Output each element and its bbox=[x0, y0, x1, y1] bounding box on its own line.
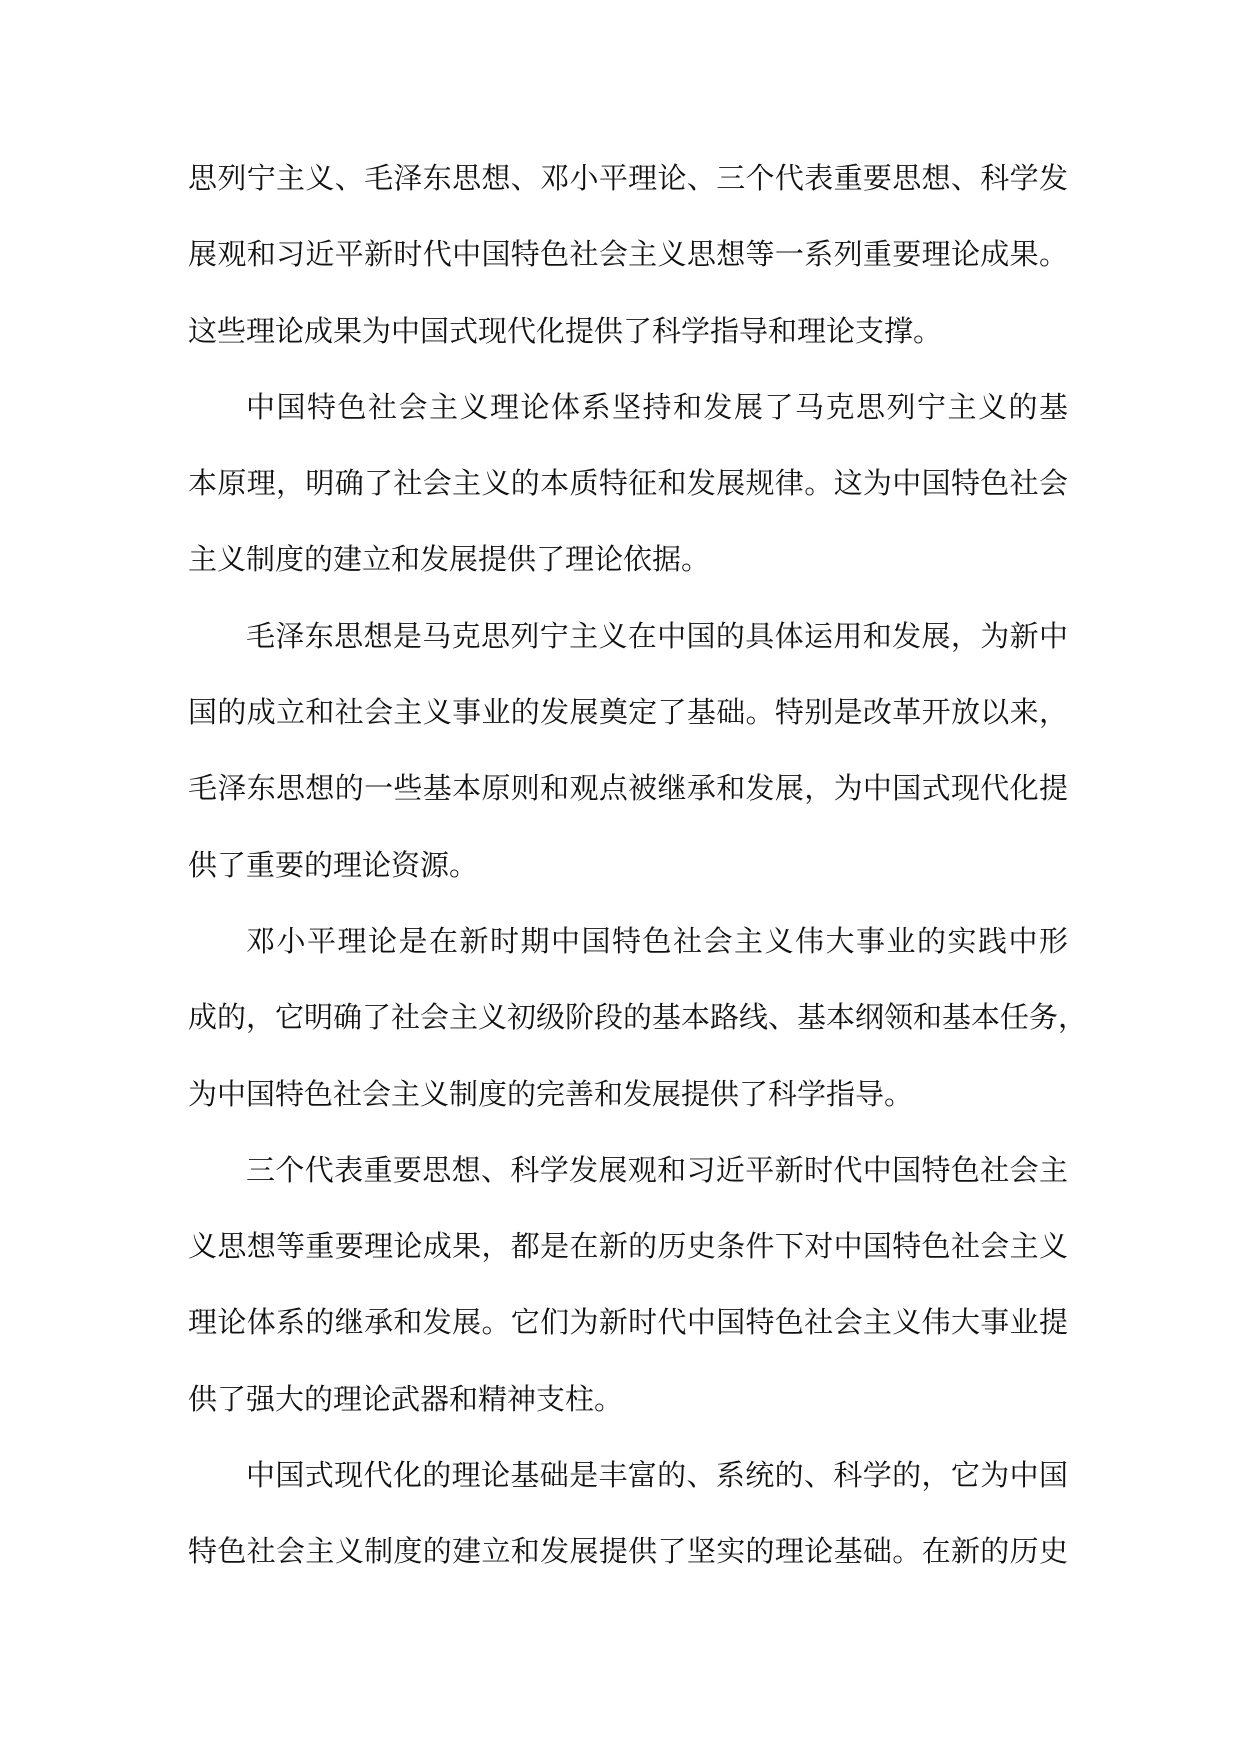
text-line: 国的成立和社会主义事业的发展奠定了基础。特别是改革开放以来， bbox=[188, 695, 1068, 730]
paragraph-three-represents bbox=[188, 1132, 1068, 1437]
text-line: 主义制度的建立和发展提供了理论依据。 bbox=[188, 542, 711, 577]
text-line: 成的，它明确了社会主义初级阶段的基本路线、基本纲领和基本任务， bbox=[188, 1000, 1088, 1035]
text-line: 理论体系的继承和发展。它们为新时代中国特色社会主义伟大事业提 bbox=[188, 1305, 1068, 1340]
document-page bbox=[188, 140, 1088, 1590]
paragraph-theory-system bbox=[188, 369, 1068, 598]
text-line: 毛泽东思想的一些基本原则和观点被继承和发展，为中国式现代化提 bbox=[188, 771, 1068, 806]
text-line: 思列宁主义、毛泽东思想、邓小平理论、三个代表重要思想、科学发 bbox=[188, 161, 1068, 195]
text-line: 供了重要的理论资源。 bbox=[188, 847, 479, 882]
text-line: 中国式现代化的理论基础是丰富的、系统的、科学的，它为中国 bbox=[246, 1458, 1068, 1493]
text-line: 特色社会主义制度的建立和发展提供了坚实的理论基础。在新的历史 bbox=[188, 1534, 1068, 1569]
text-line: 供了强大的理论武器和精神支柱。 bbox=[188, 1381, 624, 1416]
text-line: 毛泽东思想是马克思列宁主义在中国的具体运用和发展，为新中 bbox=[246, 618, 1068, 653]
paragraph-theoretical-foundation bbox=[188, 1437, 1068, 1590]
text-line: 义思想等重要理论成果，都是在新的历史条件下对中国特色社会主义 bbox=[188, 1229, 1068, 1264]
text-line: 本原理，明确了社会主义的本质特征和发展规律。这为中国特色社会 bbox=[188, 466, 1068, 501]
text-line: 中国特色社会主义理论体系坚持和发展了马克思列宁主义的基 bbox=[246, 389, 1068, 424]
text-line: 为中国特色社会主义制度的完善和发展提供了科学指导。 bbox=[188, 1076, 914, 1111]
text-line: 展观和习近平新时代中国特色社会主义思想等一系列重要理论成果。 bbox=[188, 237, 1068, 272]
text-line: 这些理论成果为中国式现代化提供了科学指导和理论支撑。 bbox=[188, 313, 943, 348]
paragraph-deng-theory bbox=[188, 903, 1088, 1132]
paragraph-continuation bbox=[188, 140, 1068, 369]
text-line: 三个代表重要思想、科学发展观和习近平新时代中国特色社会主 bbox=[246, 1152, 1068, 1187]
text-line: 邓小平理论是在新时期中国特色社会主义伟大事业的实践中形 bbox=[246, 923, 1068, 958]
paragraph-mao-thought bbox=[188, 598, 1068, 903]
